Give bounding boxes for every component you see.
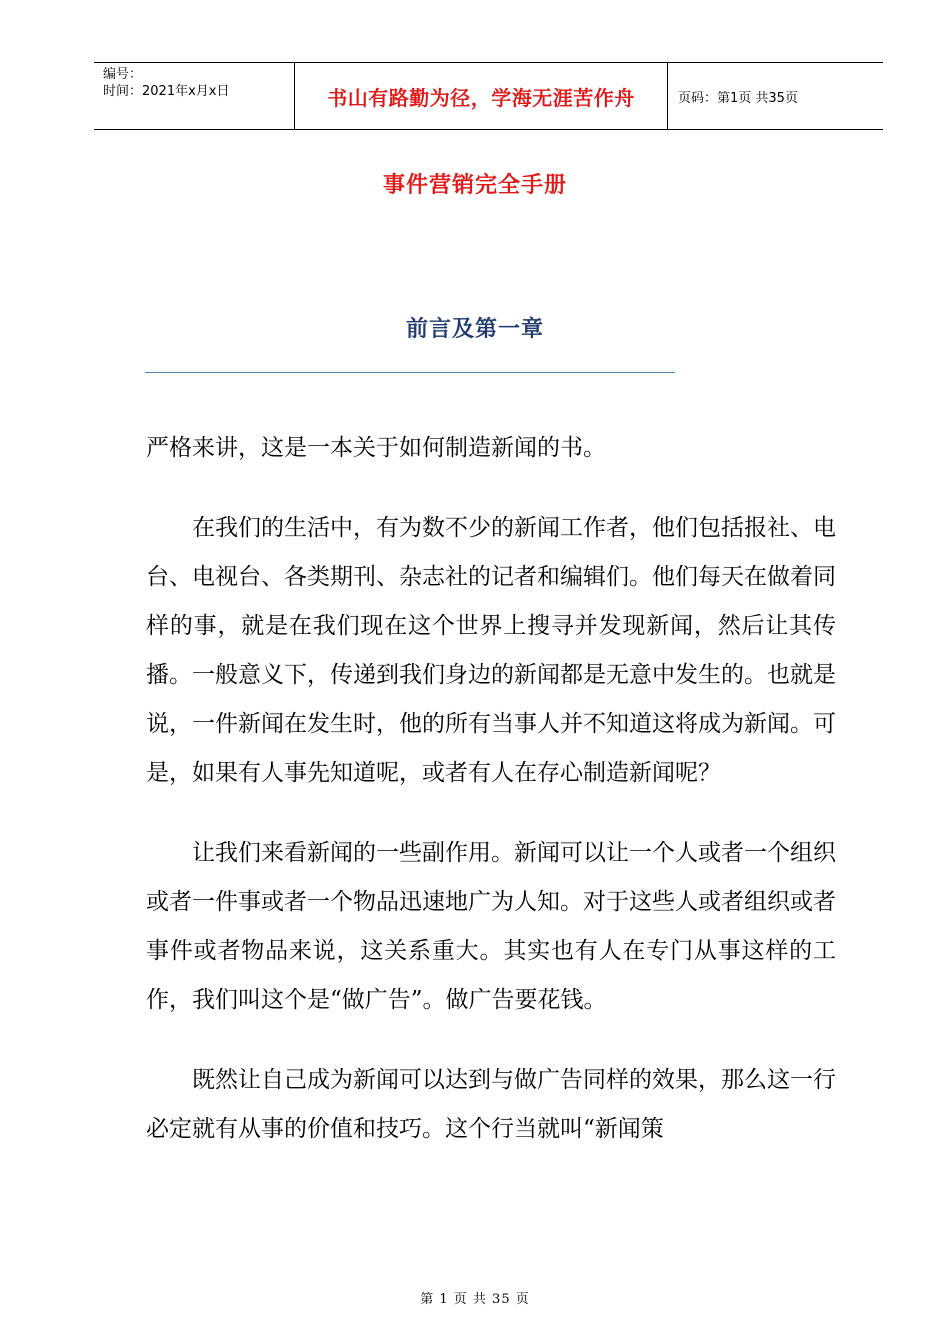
time-label: 时间：2021年x月x日 bbox=[103, 84, 230, 99]
header-page-info: 页码：第1页 共35页 bbox=[678, 90, 798, 106]
page-header bbox=[94, 62, 883, 130]
paragraph: 在我们的生活中，有为数不少的新闻工作者，他们包括报社、电台、电视台、各类期刊、杂志社的记者和编辑们。他们每天在做着同样的事，就是在我们现在这个世界上搜寻并发现新闻，然后让其传播。一般意义下，传递到我们身边的新闻都是无意中发生的。也就是说，一件新闻在发生时，他的所有当事人并不知道这将成为新闻。可是，如果有人事先知道呢，或者有人在存心制造新闻呢？ bbox=[146, 515, 836, 786]
chapter-title: 前言及第一章 bbox=[405, 316, 544, 342]
header-motto: 书山有路勤为径，学海无涯苦作舟 bbox=[295, 63, 668, 129]
header-meta bbox=[94, 63, 295, 129]
paragraph: 严格来讲，这是一本关于如何制造新闻的书。 bbox=[146, 435, 606, 461]
document-title: 事件营销完全手册 bbox=[382, 172, 567, 198]
page-footer: 第 1 页 共 35 页 bbox=[420, 1292, 530, 1307]
chapter-divider bbox=[145, 372, 675, 373]
paragraph: 让我们来看新闻的一些副作用。新闻可以让一个人或者一个组织或者一件事或者一个物品迅速地广为人知。对于这些人或者组织或者事件或者物品来说，这关系重大。其实也有人在专门从事这样的工作，我们叫这个是“做广告”。做广告要花钱。 bbox=[146, 840, 836, 1013]
serial-label: 编号： bbox=[103, 67, 143, 82]
paragraph: 既然让自己成为新闻可以达到与做广告同样的效果，那么这一行必定就有从事的价值和技巧。这个行当就叫“新闻策 bbox=[146, 1067, 836, 1142]
document-body bbox=[146, 424, 836, 1185]
